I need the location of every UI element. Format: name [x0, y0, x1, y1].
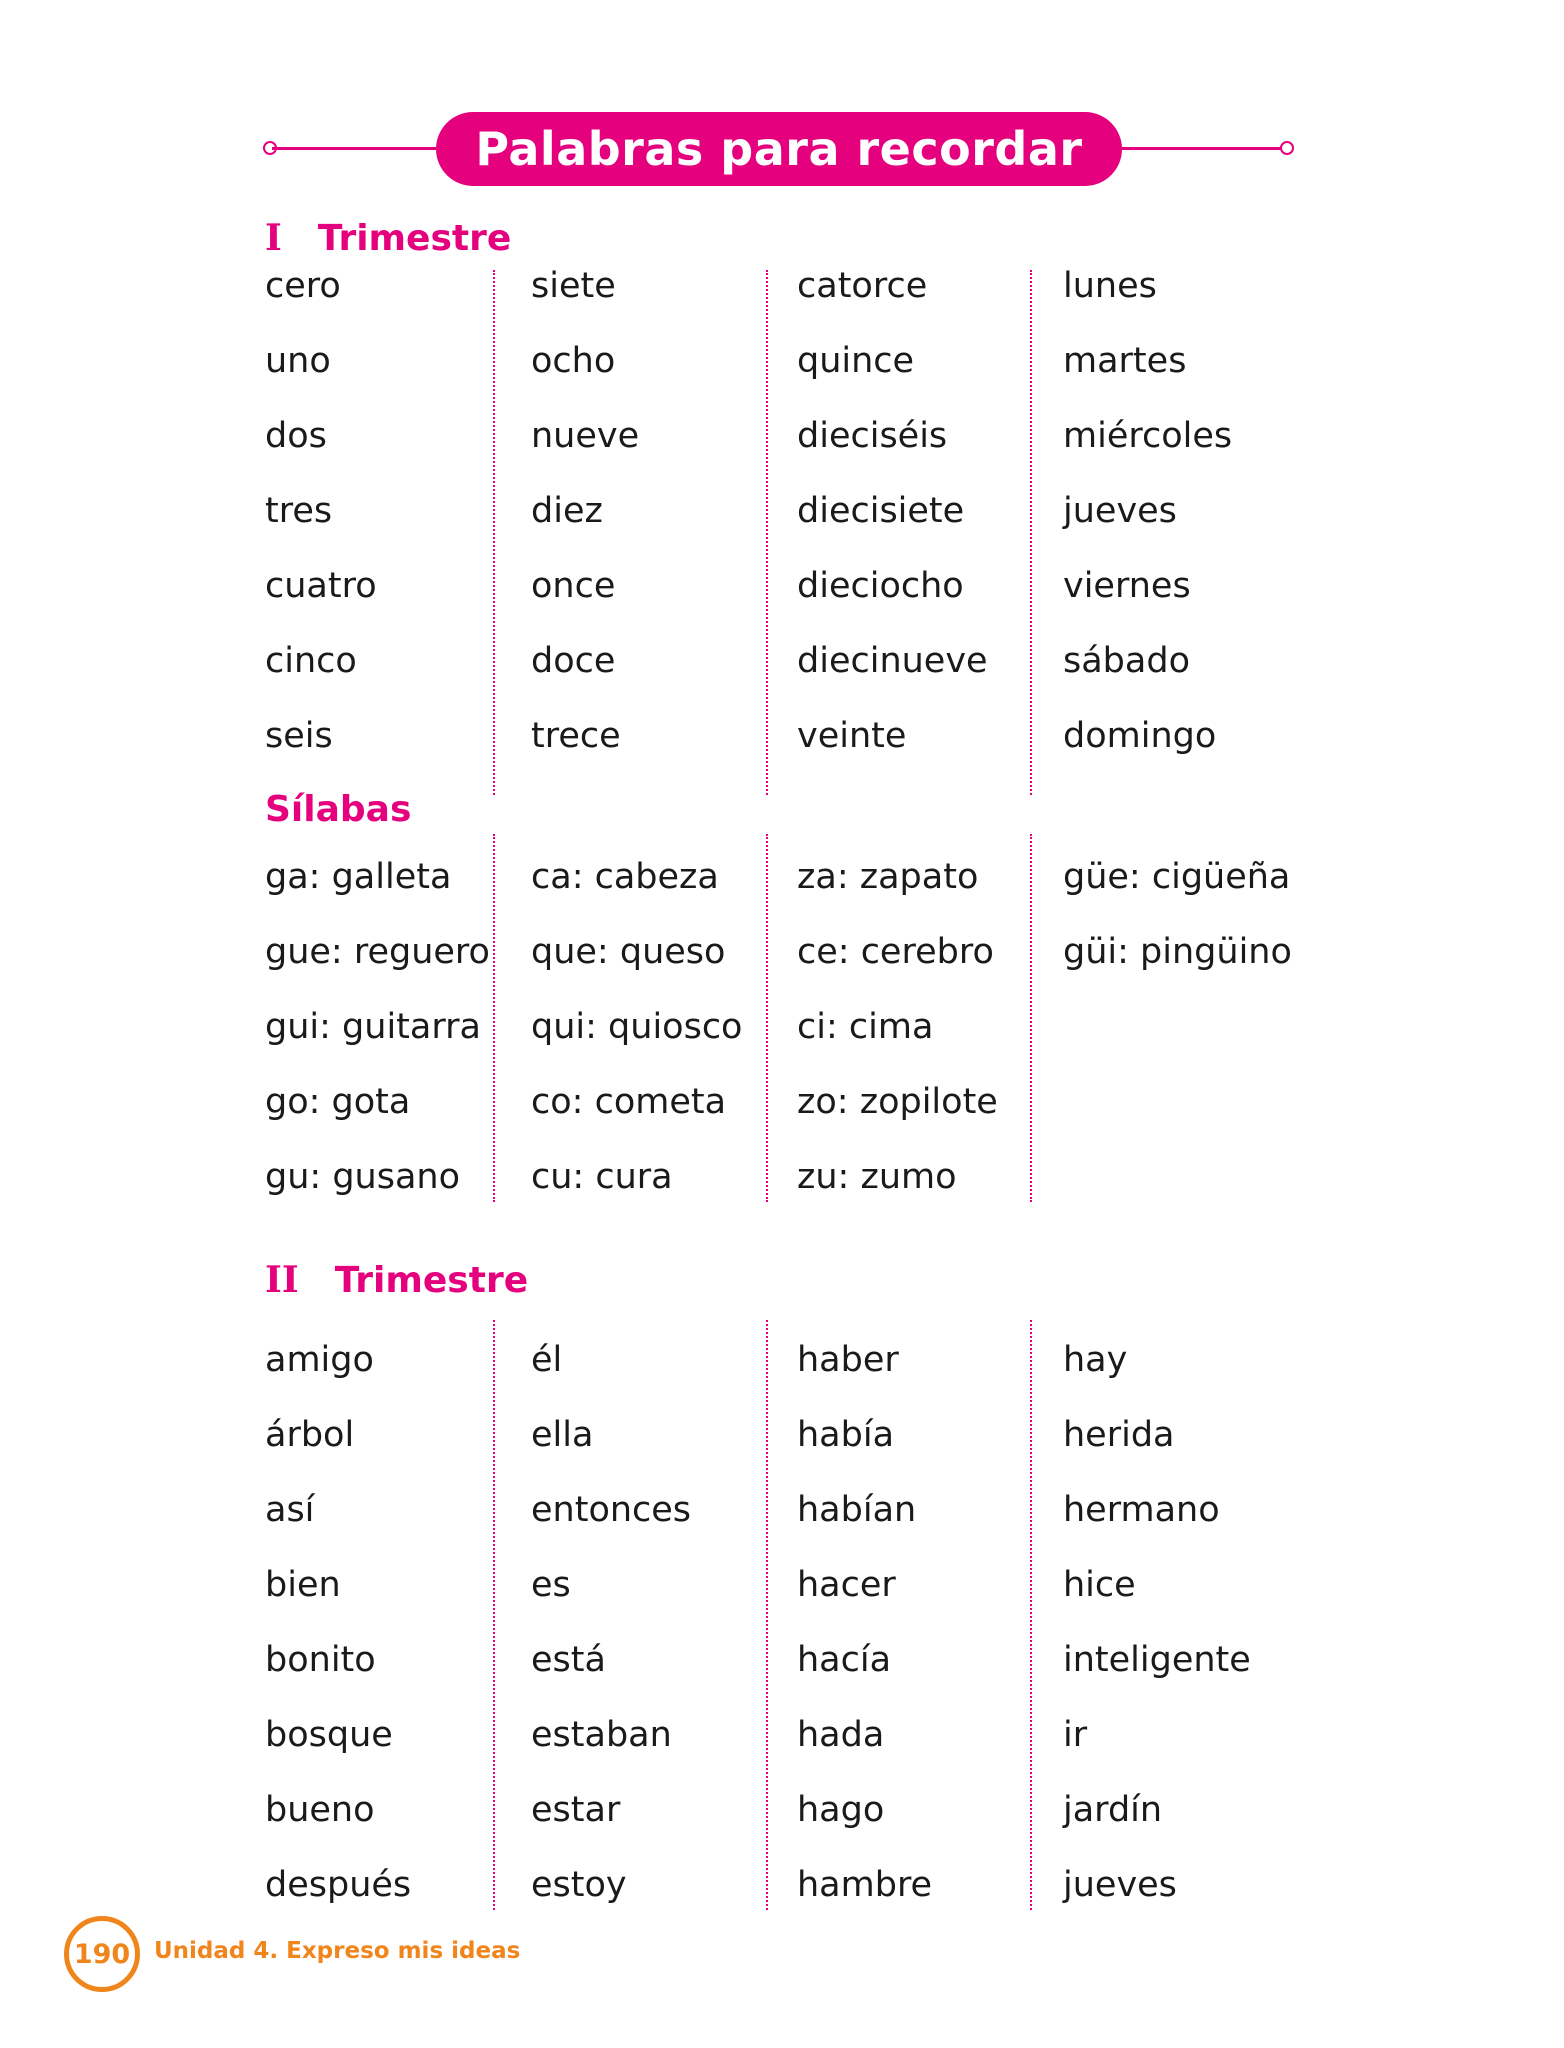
word-item: ir: [1063, 1715, 1088, 1755]
column-divider: [766, 834, 768, 1202]
unit-label: Unidad 4. Expreso mis ideas: [154, 1938, 521, 1964]
word-item: entonces: [531, 1490, 692, 1530]
word-item: bueno: [265, 1790, 375, 1830]
word-item: estoy: [531, 1865, 627, 1905]
section-heading-trimestre-2: [265, 1259, 528, 1301]
column-divider: [493, 270, 495, 795]
word-item: haber: [797, 1340, 899, 1380]
word-item: veinte: [797, 716, 907, 756]
word-item: qui: quiosco: [531, 1007, 743, 1047]
word-item: ca: cabeza: [531, 857, 719, 897]
word-item: hada: [797, 1715, 885, 1755]
page-number: 190: [73, 1938, 131, 1970]
column-divider: [493, 1320, 495, 1910]
word-item: nueve: [531, 416, 640, 456]
word-item: inteligente: [1063, 1640, 1251, 1680]
column-divider: [1030, 270, 1032, 795]
column-divider: [493, 834, 495, 1202]
word-item: domingo: [1063, 716, 1217, 756]
word-item: ce: cerebro: [797, 932, 994, 972]
word-item: güe: cigüeña: [1063, 857, 1291, 897]
word-item: hay: [1063, 1340, 1128, 1380]
word-item: ga: galleta: [265, 857, 452, 897]
word-item: catorce: [797, 266, 928, 306]
word-item: uno: [265, 341, 331, 381]
word-item: cinco: [265, 641, 357, 681]
word-item: za: zapato: [797, 857, 979, 897]
word-item: gu: gusano: [265, 1157, 460, 1197]
word-item: él: [531, 1340, 563, 1380]
word-item: miércoles: [1063, 416, 1233, 456]
word-item: siete: [531, 266, 616, 306]
word-item: estar: [531, 1790, 621, 1830]
word-item: diecinueve: [797, 641, 988, 681]
word-item: viernes: [1063, 566, 1191, 606]
word-item: cu: cura: [531, 1157, 673, 1197]
section-label: Trimestre: [334, 1260, 529, 1301]
section-heading-trimestre-1: [265, 217, 511, 259]
column-divider: [766, 1320, 768, 1910]
word-item: cuatro: [265, 566, 377, 606]
page-number-badge: [64, 1916, 140, 1992]
word-item: gui: guitarra: [265, 1007, 481, 1047]
word-item: zu: zumo: [797, 1157, 957, 1197]
word-item: zo: zopilote: [797, 1082, 998, 1122]
column-divider: [766, 270, 768, 795]
word-item: dieciocho: [797, 566, 964, 606]
section-roman: I: [265, 217, 282, 259]
title-ornament-right-line: [1118, 147, 1288, 150]
word-item: ocho: [531, 341, 616, 381]
word-item: que: queso: [531, 932, 726, 972]
word-item: está: [531, 1640, 606, 1680]
word-item: hacía: [797, 1640, 892, 1680]
word-item: estaban: [531, 1715, 672, 1755]
word-item: lunes: [1063, 266, 1157, 306]
word-item: ci: cima: [797, 1007, 934, 1047]
word-item: bonito: [265, 1640, 376, 1680]
word-item: después: [265, 1865, 412, 1905]
word-item: bosque: [265, 1715, 393, 1755]
word-item: había: [797, 1415, 895, 1455]
word-item: árbol: [265, 1415, 355, 1455]
section-label: Sílabas: [265, 789, 412, 830]
word-item: go: gota: [265, 1082, 411, 1122]
word-item: dieciséis: [797, 416, 948, 456]
column-divider: [1030, 834, 1032, 1202]
word-item: habían: [797, 1490, 917, 1530]
word-item: diecisiete: [797, 491, 965, 531]
word-item: trece: [531, 716, 621, 756]
title-ornament-left-line: [272, 147, 442, 150]
word-item: co: cometa: [531, 1082, 727, 1122]
word-item: hago: [797, 1790, 885, 1830]
word-item: hacer: [797, 1565, 896, 1605]
word-item: ella: [531, 1415, 594, 1455]
section-roman: II: [265, 1259, 299, 1301]
word-item: jueves: [1063, 491, 1177, 531]
word-item: es: [531, 1565, 571, 1605]
column-divider: [1030, 1320, 1032, 1910]
word-item: herida: [1063, 1415, 1175, 1455]
word-item: martes: [1063, 341, 1187, 381]
word-item: tres: [265, 491, 333, 531]
word-item: diez: [531, 491, 603, 531]
word-item: hice: [1063, 1565, 1136, 1605]
word-item: sábado: [1063, 641, 1190, 681]
title-ornament-right-dot: [1280, 141, 1294, 155]
word-item: jueves: [1063, 1865, 1177, 1905]
word-item: hambre: [797, 1865, 933, 1905]
word-item: así: [265, 1490, 315, 1530]
word-item: cero: [265, 266, 341, 306]
word-item: güi: pingüino: [1063, 932, 1292, 972]
word-item: amigo: [265, 1340, 374, 1380]
section-heading-silabas: [265, 789, 411, 830]
word-item: quince: [797, 341, 915, 381]
word-item: once: [531, 566, 616, 606]
word-item: jardín: [1063, 1790, 1163, 1830]
word-item: bien: [265, 1565, 341, 1605]
word-item: dos: [265, 416, 327, 456]
section-label: Trimestre: [317, 218, 512, 259]
word-item: doce: [531, 641, 616, 681]
word-item: hermano: [1063, 1490, 1220, 1530]
page-title: Palabras para recordar: [436, 112, 1122, 186]
word-item: gue: reguero: [265, 932, 490, 972]
word-item: seis: [265, 716, 333, 756]
